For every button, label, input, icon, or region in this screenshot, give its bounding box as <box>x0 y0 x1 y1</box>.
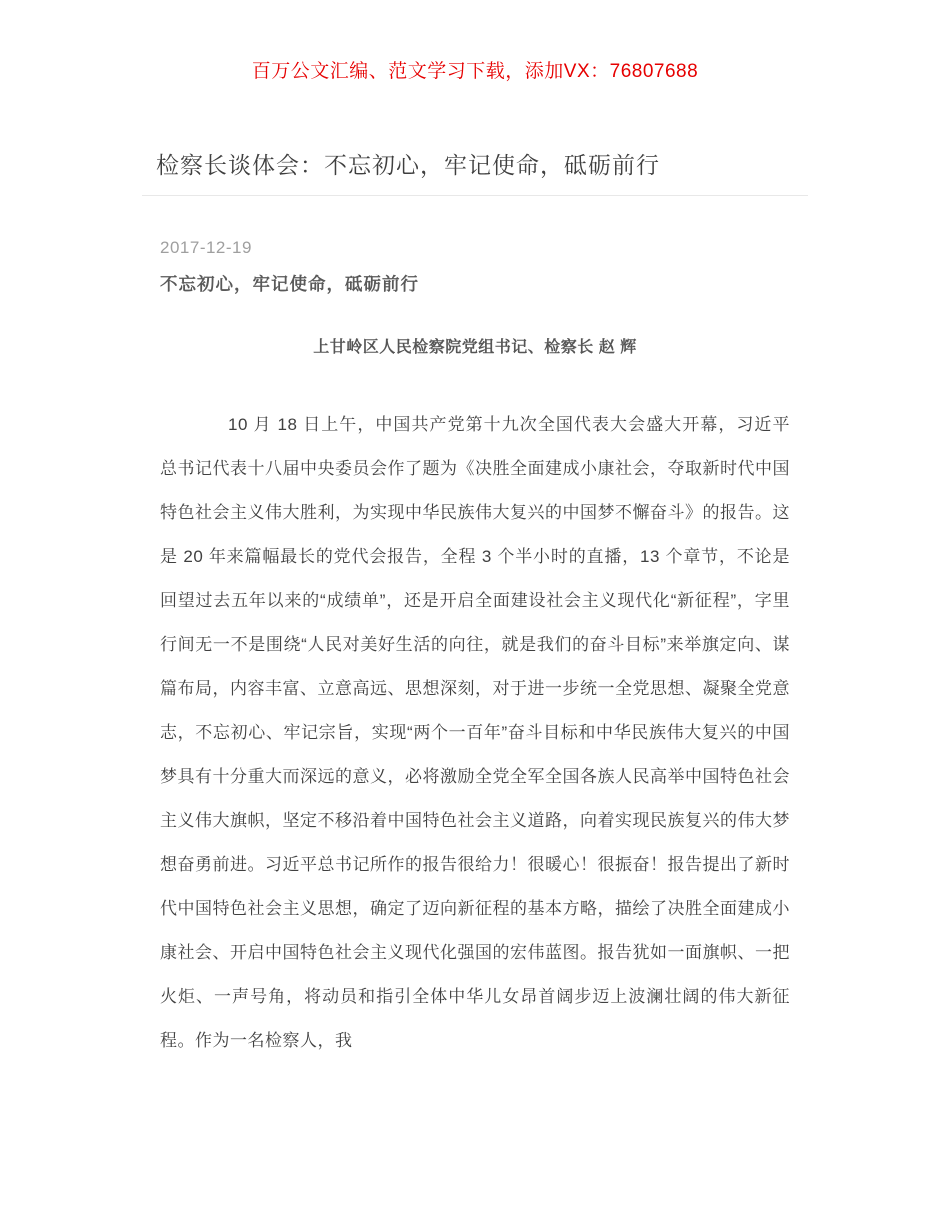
promo-notice: 百万公文汇编、范文学习下载，添加VX：76807688 <box>251 61 699 82</box>
article-byline: 上甘岭区人民检察院党组书记、检察长 赵 辉 <box>313 339 637 356</box>
article-title: 检察长谈体会：不忘初心，牢记使命，砥砺前行 <box>156 152 660 178</box>
article-body-paragraph: 10 月 18 日上午，中国共产党第十九次全国代表大会盛大开幕，习近平总书记代表十八届中央委员会作了题为《决胜全面建成小康社会，夺取新时代中国特色社会主义伟大胜利，为实现中华民族伟大复兴的中国梦不懈奋斗》的报告。这是 20 年来篇幅最长的党代会报告，全程 3 个半小时的直播，13 个章节，不论是回望过去五年以来的“成绩单”，还是开启全面建设社会主义现代化“新征程”，字里行间无一不是围绕“人民对美好生活的向往，就是我们的奋斗目标”来举旗定向、谋篇布局，内容丰富、立意高远、思想深刻，对于进一步统一全党思想、凝聚全党意志，不忘初心、牢记宗旨，实现“两个一百年”奋斗目标和中华民族伟大复兴的中国梦具有十分重大而深远的意义，必将激励全党全军全国各族人民高举中国特色社会主义伟大旗帜，坚定不移沿着中国特色社会主义道路，向着实现民族复兴的伟大梦想奋勇前进。习近平总书记所作的报告很给力！很暖心！很振奋！报告提出了新时代中国特色社会主义思想，确定了迈向新征程的基本方略，描绘了决胜全面建成小康社会、开启中国特色社会主义现代化强国的宏伟蓝图。报告犹如一面旗帜、一把火炬、一声号角，将动员和指引全体中华儿女昂首阔步迈上波澜壮阔的伟大新征程。作为一名检察人，我 <box>160 415 790 1050</box>
article-subtitle: 不忘初心，牢记使命，砥砺前行 <box>160 274 419 294</box>
article-date: 2017-12-19 <box>160 238 252 257</box>
article <box>142 149 808 1063</box>
title-divider <box>142 195 808 196</box>
